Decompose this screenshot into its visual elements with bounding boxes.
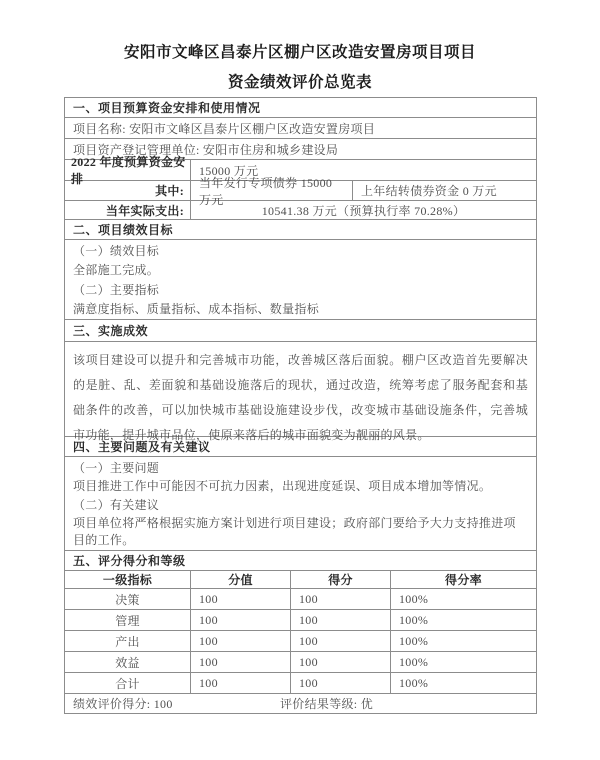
section4-heading: 四、主要问题及有关建议 (65, 436, 536, 456)
indicator-name: 决策 (65, 589, 191, 609)
indicator-name: 管理 (65, 610, 191, 630)
indicator-score: 100 (291, 673, 391, 693)
main-indicators-text: 满意度指标、质量指标、成本指标、数量指标 (73, 301, 320, 316)
project-name-row (65, 117, 536, 138)
section4-content (65, 456, 536, 550)
implementation-effect-paragraph: 该项目建设可以提升和完善城市功能，改善城区落后面貌。棚户区改造首先要解决的是脏、乱、差面貌和基础设施落后的现状，通过改造，统筹考虑了服务配套和基础条件的改善，可以加快城市基础设施建设步伐，改变城市基础设施条件，完善城市功能，提升城市品位，使原来落后的城市面貌变为靓丽的风景。 (65, 341, 536, 436)
overview-table (64, 97, 537, 714)
indicator-rate: 100% (399, 591, 429, 606)
indicator-rate: 100% (399, 675, 429, 690)
final-score: 绩效评价得分: 100 (73, 697, 173, 711)
document-title (0, 0, 600, 98)
indicator-rate: 100% (399, 633, 429, 648)
score-col-header-indicator: 一级指标 (65, 571, 191, 588)
indicator-points: 100 (191, 673, 291, 693)
performance-goal-subtitle: （一）绩效目标 (73, 244, 160, 259)
score-row-management (65, 609, 536, 630)
indicator-score: 100 (291, 652, 391, 672)
actual-expenditure-value: 10541.38 万元（预算执行率 70.28%） (261, 203, 466, 218)
section2-heading: 二、项目绩效目标 (65, 219, 536, 239)
indicator-name: 合计 (65, 673, 191, 693)
performance-goal-text: 全部施工完成。 (73, 263, 160, 278)
score-row-decision (65, 588, 536, 609)
project-name: 项目名称: 安阳市文峰区昌泰片区棚户区改造安置房项目 (73, 121, 376, 136)
title-line-1: 安阳市文峰区昌泰片区棚户区改造安置房项目项目 (123, 44, 476, 61)
section3-heading: 三、实施成效 (65, 319, 536, 341)
score-col-header-score: 得分 (291, 571, 391, 588)
registry-unit: 项目资产登记管理单位: 安阳市住房和城乡建设局 (73, 142, 339, 157)
suggestions-subtitle: （二）有关建议 (73, 497, 160, 512)
actual-expenditure-label: 当年实际支出: (65, 201, 191, 219)
main-indicators-subtitle: （二）主要指标 (73, 282, 160, 297)
budget-value: 15000 万元 (199, 163, 259, 178)
title-line-2: 资金绩效评价总览表 (227, 74, 372, 91)
main-problems-text: 项目推进工作中可能因不可抗力因素，出现进度延误、项目成本增加等情况。 (73, 479, 492, 494)
section1-heading: 一、项目预算资金安排和使用情况 (73, 101, 261, 115)
score-col-header-points: 分值 (191, 571, 291, 588)
result-grade: 评价结果等级: 优 (280, 697, 374, 711)
evaluation-result-row (65, 693, 536, 713)
including-row (65, 175, 536, 207)
main-problems-subtitle: （一）主要问题 (73, 460, 160, 475)
including-bond: 当年发行专项债券 15000 万元 (191, 181, 353, 200)
section5-heading: 五、评分得分和等级 (65, 550, 536, 570)
score-row-output (65, 630, 536, 651)
indicator-score: 100 (291, 610, 391, 630)
suggestions-text: 项目单位将严格根据实施方案计划进行项目建设；政府部门要给予大力支持推进项目的工作。 (73, 516, 516, 548)
score-row-total (65, 672, 536, 693)
indicator-rate: 100% (399, 612, 429, 627)
score-col-header-rate: 得分率 (445, 573, 482, 587)
budget-label: 2022 年度预算资金安排 (65, 160, 191, 180)
indicator-name: 效益 (65, 652, 191, 672)
indicator-points: 100 (191, 652, 291, 672)
section2-content (65, 239, 536, 319)
indicator-name: 产出 (65, 631, 191, 651)
including-carryover: 上年结转债券资金 0 万元 (361, 184, 497, 198)
indicator-points: 100 (191, 589, 291, 609)
including-label: 其中: (65, 181, 191, 200)
score-table-header-row (65, 570, 536, 588)
actual-expenditure-row (65, 200, 536, 219)
indicator-points: 100 (191, 610, 291, 630)
indicator-score: 100 (291, 589, 391, 609)
indicator-rate: 100% (399, 654, 429, 669)
score-row-benefit (65, 651, 536, 672)
indicator-score: 100 (291, 631, 391, 651)
indicator-points: 100 (191, 631, 291, 651)
